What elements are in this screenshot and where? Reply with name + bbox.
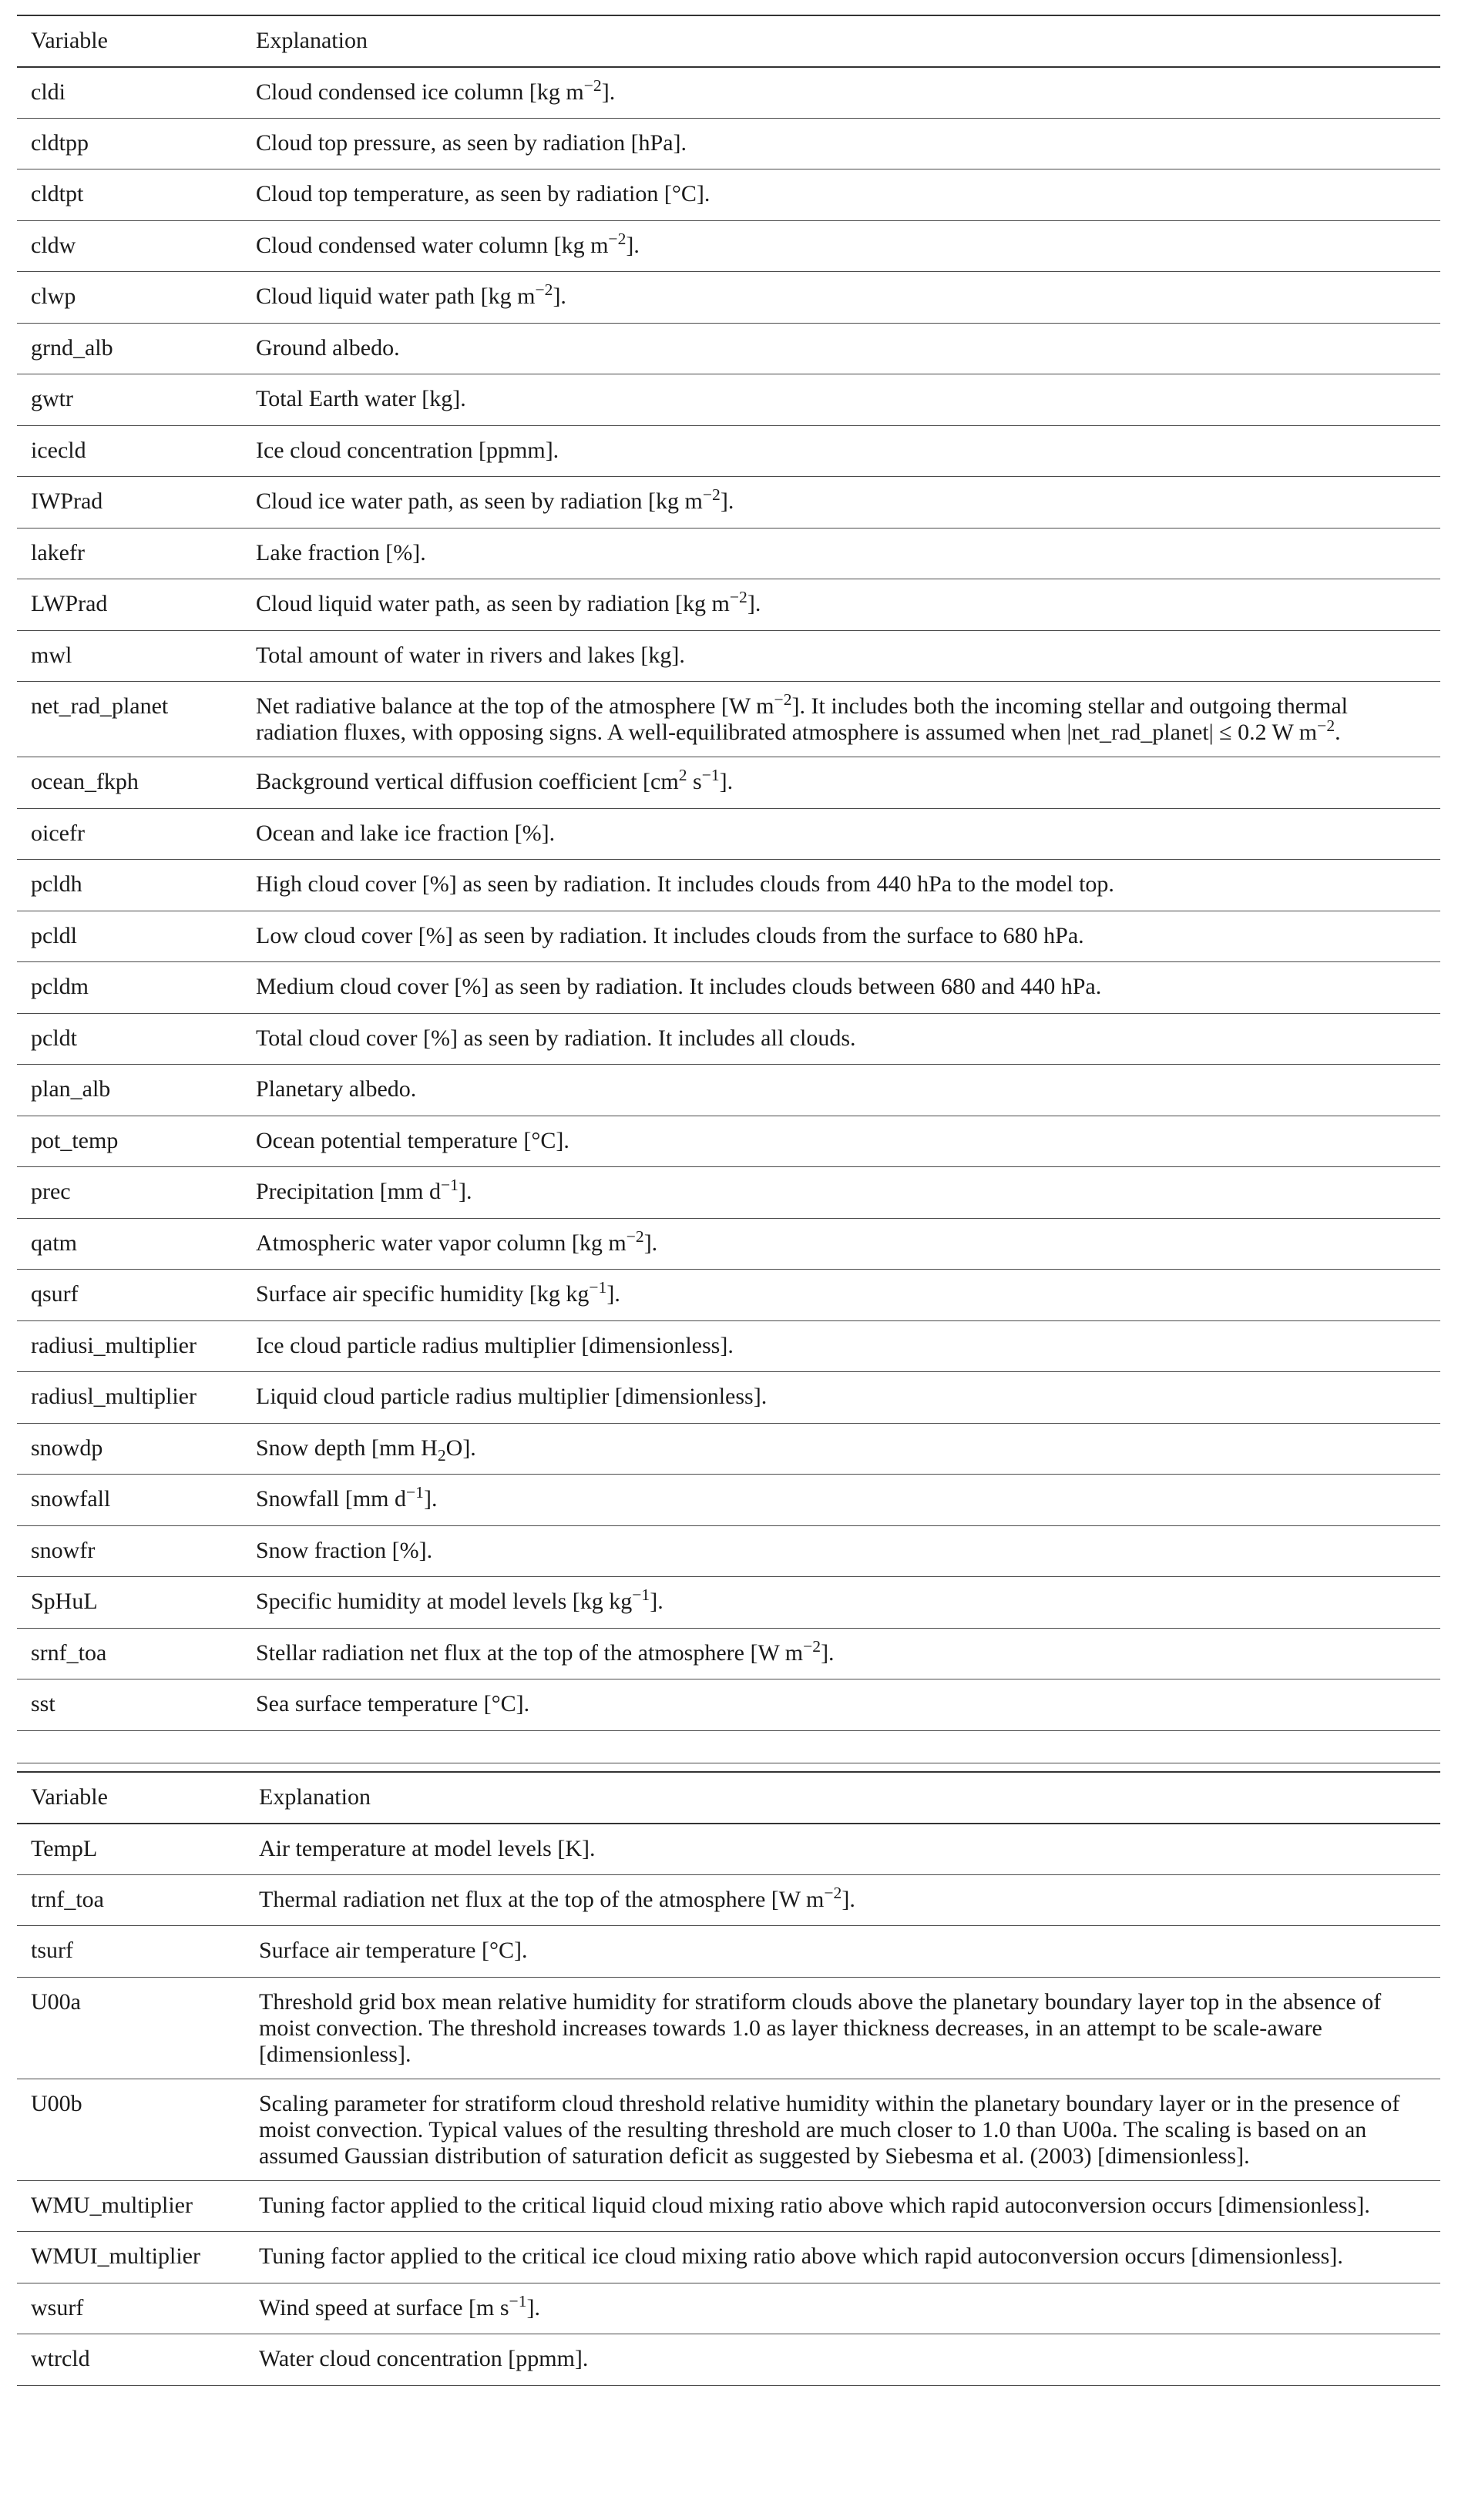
table-row <box>17 630 1440 682</box>
variable-explanation-cell: Stellar radiation net flux at the top of the atmosphere [W $m^{-2}$]. <box>256 1628 1440 1679</box>
variable-explanation-cell: Ice cloud particle radius multiplier [dimensionless]. <box>256 1320 1440 1372</box>
variable-explanation-cell: Ice cloud concentration [ppmm]. <box>256 425 1440 477</box>
table-row <box>17 1874 1440 1926</box>
variable-explanation-cell: Ocean potential temperature [°C]. <box>256 1116 1440 1167</box>
variable-explanation-cell: Low cloud cover [%] as seen by radiation. It includes clouds from the surface to 680 hPa. <box>256 911 1440 962</box>
table-row <box>17 1270 1440 1321</box>
table-row <box>17 1320 1440 1372</box>
table-row <box>17 682 1440 757</box>
table-row <box>17 2283 1440 2334</box>
variable-explanation-cell: Thermal radiation net flux at the top of the atmosphere [W $m^{-2}$]. <box>259 1874 1440 1926</box>
table-row <box>17 1525 1440 1577</box>
variable-name-cell: pcldt <box>17 1013 256 1065</box>
variable-name-cell: gwtr <box>17 374 256 426</box>
variable-name-cell: radiusl_multiplier <box>17 1372 256 1424</box>
variable-name-cell: lakefr <box>17 528 256 579</box>
variable-explanation-cell: High cloud cover [%] as seen by radiation. It includes clouds from 440 hPa to the model top. <box>256 860 1440 911</box>
variables-table-part-1 <box>17 15 1440 1731</box>
variable-name-cell: wtrcld <box>17 2334 259 2386</box>
table-header-row <box>17 15 1440 67</box>
variable-name-cell: snowfr <box>17 1525 256 1577</box>
variable-name-cell: clwp <box>17 272 256 324</box>
variable-name-cell: snowfall <box>17 1475 256 1526</box>
variable-name-cell: SpHuL <box>17 1577 256 1629</box>
table-row <box>17 425 1440 477</box>
variable-explanation-cell: Cloud liquid water path [kg $m^{-2}$]. <box>256 272 1440 324</box>
variable-name-cell: net_rad_planet <box>17 682 256 757</box>
variables-table-part-2 <box>17 1771 1440 2386</box>
table-row <box>17 169 1440 221</box>
variable-name-cell: tsurf <box>17 1926 259 1978</box>
variable-name-cell: cldw <box>17 220 256 272</box>
table-row <box>17 67 1440 119</box>
variable-explanation-cell: Cloud top pressure, as seen by radiation [hPa]. <box>256 118 1440 169</box>
table-row <box>17 2079 1440 2180</box>
variable-explanation-cell: Cloud liquid water path, as seen by radiation [kg $m^{-2}$]. <box>256 579 1440 631</box>
table-row <box>17 1065 1440 1116</box>
table-row <box>17 1167 1440 1219</box>
table-row <box>17 528 1440 579</box>
variable-explanation-cell: Lake fraction [%]. <box>256 528 1440 579</box>
variable-name-cell: U00a <box>17 1977 259 2079</box>
table-row <box>17 2232 1440 2283</box>
variable-explanation-cell: Scaling parameter for stratiform cloud threshold relative humidity within the planetary boundary layer or in the presence of moist convection. Typical values of the resulting threshold are much closer to 1.0 than U00a. The scaling is based on an assumed Gaussian distribution of saturation deficit as suggested by Siebesma et al. (2003) [dimensionless]. <box>259 2079 1440 2180</box>
variable-explanation-cell: Surface air temperature [°C]. <box>259 1926 1440 1978</box>
variable-explanation-cell: Liquid cloud particle radius multiplier [dimensionless]. <box>256 1372 1440 1424</box>
variable-explanation-cell: Atmospheric water vapor column [kg $m^{-2}$]. <box>256 1218 1440 1270</box>
table-row <box>17 1013 1440 1065</box>
variable-name-cell: trnf_toa <box>17 1874 259 1926</box>
table-row <box>17 579 1440 631</box>
variable-name-cell: pcldh <box>17 860 256 911</box>
variable-explanation-cell: Cloud top temperature, as seen by radiation [°C]. <box>256 169 1440 221</box>
table-row <box>17 962 1440 1014</box>
variable-explanation-cell: Precipitation [mm $d^{-1}$]. <box>256 1167 1440 1219</box>
table-row <box>17 272 1440 324</box>
variable-explanation-cell: Cloud condensed water column [kg $m^{-2}$]. <box>256 220 1440 272</box>
variable-explanation-cell: Snowfall [mm $d^{-1}$]. <box>256 1475 1440 1526</box>
variable-name-cell: cldi <box>17 67 256 119</box>
variable-name-cell: plan_alb <box>17 1065 256 1116</box>
table-header-row <box>17 1772 1440 1824</box>
variable-explanation-cell: Background vertical diffusion coefficient [$cm^2$ $s^{-1}$]. <box>256 757 1440 809</box>
variable-explanation-cell: Specific humidity at model levels [kg $kg^{-1}$]. <box>256 1577 1440 1629</box>
variable-explanation-cell: Net radiative balance at the top of the atmosphere [W $m^{-2}$]. It includes both the incoming stellar and outgoing thermal radiation fluxes, with opposing signs. A well-equilibrated atmosphere is assumed when |net_rad_planet| ≤ 0.2 W $m^{-2}$. <box>256 682 1440 757</box>
table-row <box>17 1218 1440 1270</box>
table-row <box>17 1977 1440 2079</box>
table-row <box>17 323 1440 374</box>
variable-name-cell: IWPrad <box>17 477 256 528</box>
variable-name-cell: snowdp <box>17 1423 256 1475</box>
variable-explanation-cell: Snow fraction [%]. <box>256 1525 1440 1577</box>
variable-name-cell: sst <box>17 1679 256 1731</box>
table-row <box>17 911 1440 962</box>
table-body <box>17 67 1440 1731</box>
variable-explanation-cell: Surface air specific humidity [kg $kg^{-1}$]. <box>256 1270 1440 1321</box>
variable-name-cell: radiusi_multiplier <box>17 1320 256 1372</box>
table-row <box>17 1628 1440 1679</box>
table-row <box>17 2334 1440 2386</box>
variable-name-cell: srnf_toa <box>17 1628 256 1679</box>
variable-explanation-cell: Water cloud concentration [ppmm]. <box>259 2334 1440 2386</box>
variable-name-cell: LWPrad <box>17 579 256 631</box>
table-row <box>17 1926 1440 1978</box>
table-body <box>17 1824 1440 2386</box>
column-header-explanation: Explanation <box>256 15 1440 67</box>
variable-explanation-cell: Tuning factor applied to the critical liquid cloud mixing ratio above which rapid autoconversion occurs [dimensionless]. <box>259 2180 1440 2232</box>
variable-name-cell: cldtpp <box>17 118 256 169</box>
variable-explanation-cell: Sea surface temperature [°C]. <box>256 1679 1440 1731</box>
variable-name-cell: pcldm <box>17 962 256 1014</box>
variable-name-cell: qatm <box>17 1218 256 1270</box>
variable-name-cell: cldtpt <box>17 169 256 221</box>
variable-explanation-cell: Total Earth water [kg]. <box>256 374 1440 426</box>
table-row <box>17 220 1440 272</box>
variable-name-cell: icecld <box>17 425 256 477</box>
table-row <box>17 1577 1440 1629</box>
column-header-explanation: Explanation <box>259 1772 1440 1824</box>
variable-name-cell: wsurf <box>17 2283 259 2334</box>
column-header-variable: Variable <box>17 1772 259 1824</box>
table-row <box>17 1116 1440 1167</box>
table-row <box>17 1423 1440 1475</box>
variable-name-cell: WMUI_multiplier <box>17 2232 259 2283</box>
variable-explanation-cell: Cloud condensed ice column [kg $m^{-2}$]. <box>256 67 1440 119</box>
table-row <box>17 118 1440 169</box>
variable-name-cell: pcldl <box>17 911 256 962</box>
variable-name-cell: ocean_fkph <box>17 757 256 809</box>
variable-name-cell: mwl <box>17 630 256 682</box>
table-row <box>17 1824 1440 1875</box>
variable-explanation-cell: Total cloud cover [%] as seen by radiation. It includes all clouds. <box>256 1013 1440 1065</box>
table-row <box>17 1372 1440 1424</box>
table-row <box>17 808 1440 860</box>
variable-name-cell: pot_temp <box>17 1116 256 1167</box>
table-row <box>17 1679 1440 1731</box>
variable-name-cell: WMU_multiplier <box>17 2180 259 2232</box>
variable-name-cell: TempL <box>17 1824 259 1875</box>
table-row <box>17 757 1440 809</box>
variable-explanation-cell: Threshold grid box mean relative humidity for stratiform clouds above the planetary boundary layer top in the absence of moist convection. The threshold increases towards 1.0 as layer thickness decreases, in an attempt to be scale-aware [dimensionless]. <box>259 1977 1440 2079</box>
variable-explanation-cell: Total amount of water in rivers and lakes [kg]. <box>256 630 1440 682</box>
variable-explanation-cell: Wind speed at surface [m $s^{-1}$]. <box>259 2283 1440 2334</box>
variable-explanation-cell: Ocean and lake ice fraction [%]. <box>256 808 1440 860</box>
variable-explanation-cell: Tuning factor applied to the critical ice cloud mixing ratio above which rapid autoconversion occurs [dimensionless]. <box>259 2232 1440 2283</box>
table-row <box>17 1475 1440 1526</box>
variable-explanation-cell: Snow depth [mm $H_2O$]. <box>256 1423 1440 1475</box>
variable-explanation-cell: Ground albedo. <box>256 323 1440 374</box>
variable-explanation-cell: Medium cloud cover [%] as seen by radiation. It includes clouds between 680 and 440 hPa. <box>256 962 1440 1014</box>
table-row <box>17 477 1440 528</box>
table-row <box>17 860 1440 911</box>
variable-name-cell: U00b <box>17 2079 259 2180</box>
variable-explanation-cell: Air temperature at model levels [K]. <box>259 1824 1440 1875</box>
column-header-variable: Variable <box>17 15 256 67</box>
table-row <box>17 2180 1440 2232</box>
variable-name-cell: grnd_alb <box>17 323 256 374</box>
table-row <box>17 374 1440 426</box>
variable-name-cell: oicefr <box>17 808 256 860</box>
variable-name-cell: qsurf <box>17 1270 256 1321</box>
variable-name-cell: prec <box>17 1167 256 1219</box>
variable-explanation-cell: Cloud ice water path, as seen by radiation [kg $m^{-2}$]. <box>256 477 1440 528</box>
variable-explanation-cell: Planetary albedo. <box>256 1065 1440 1116</box>
